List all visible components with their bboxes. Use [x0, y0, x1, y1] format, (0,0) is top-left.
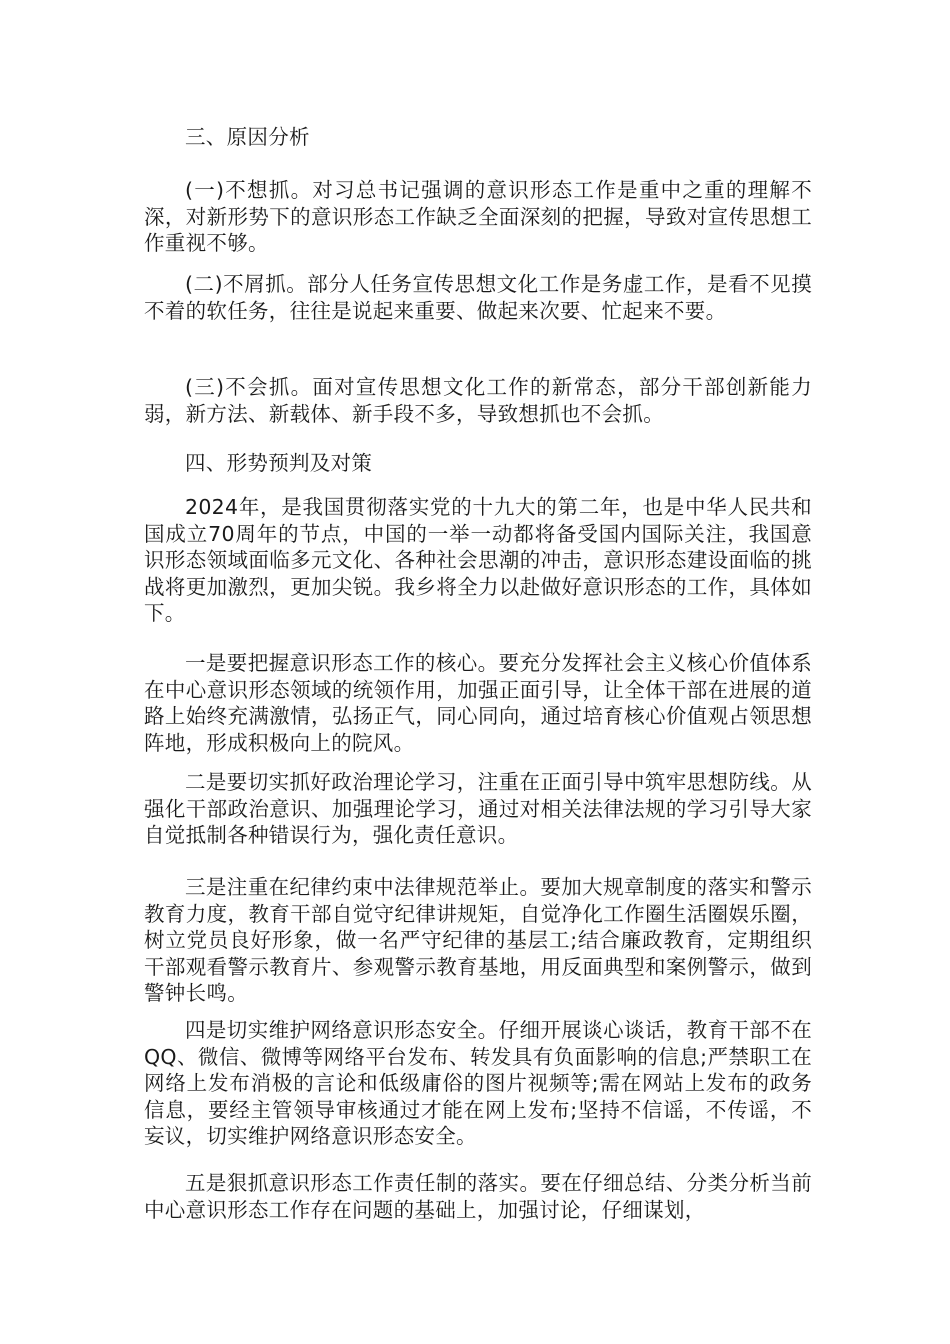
paragraph-situation-2024: 2024年，是我国贯彻落实党的十九大的第二年，也是中华人民共和国成立70周年的节点，中国的一举一动都将备受国内国际关注，我国意识形态领域面临多元文化、各种社会思潮的冲击，意识形态建设面临的挑战将更加激烈，更加尖锐。我乡将全力以赴做好意识形态的工作，具体如下。 [144, 495, 812, 625]
paragraph-measure-3: 三是注重在纪律约束中法律规范举止。要加大规章制度的落实和警示教育力度，教育干部自觉守纪律讲规矩，自觉净化工作圈生活圈娱乐圈，树立党员良好形象，做一名严守纪律的基层工;结合廉政教育，定期组织干部观看警示教育片、参观警示教育基地，用反面典型和案例警示，做到警钟长鸣。 [144, 875, 812, 1005]
paragraph-not-want: (一)不想抓。对习总书记强调的意识形态工作是重中之重的理解不深，对新形势下的意识形态工作缺乏全面深刻的把握，导致对宣传思想工作重视不够。 [144, 178, 812, 255]
paragraph-measure-4: 四是切实维护网络意识形态安全。仔细开展谈心谈话，教育干部不在QQ、微信、微博等网络平台发布、转发具有负面影响的信息;严禁职工在网络上发布消极的言论和低级庸俗的图片视频等;需在网站上发布的政务信息，要经主管领导审核通过才能在网上发布;坚持不信谣，不传谣，不妄议，切实维护网络意识形态安全。 [144, 1018, 812, 1148]
paragraph-cannot: (三)不会抓。面对宣传思想文化工作的新常态，部分干部创新能力弱，新方法、新载体、新手段不多，导致想抓也不会抓。 [144, 375, 812, 426]
section-heading-4: 四、形势预判及对策 [185, 451, 373, 475]
paragraph-disdain: (二)不屑抓。部分人任务宣传思想文化工作是务虚工作，是看不见摸不着的软任务，往往是说起来重要、做起来次要、忙起来不要。 [144, 272, 812, 323]
paragraph-measure-1: 一是要把握意识形态工作的核心。要充分发挥社会主义核心价值体系在中心意识形态领域的统领作用，加强正面引导，让全体干部在进展的道路上始终充满激情，弘扬正气，同心同向，通过培育核心价值观占领思想阵地，形成积极向上的院风。 [144, 651, 812, 755]
paragraph-measure-2: 二是要切实抓好政治理论学习，注重在正面引导中筑牢思想防线。从强化干部政治意识、加强理论学习，通过对相关法律法规的学习引导大家自觉抵制各种错误行为，强化责任意识。 [144, 770, 812, 847]
section-heading-3: 三、原因分析 [185, 125, 310, 149]
paragraph-measure-5: 五是狠抓意识形态工作责任制的落实。要在仔细总结、分类分析当前中心意识形态工作存在问题的基础上，加强讨论，仔细谋划， [144, 1171, 812, 1222]
